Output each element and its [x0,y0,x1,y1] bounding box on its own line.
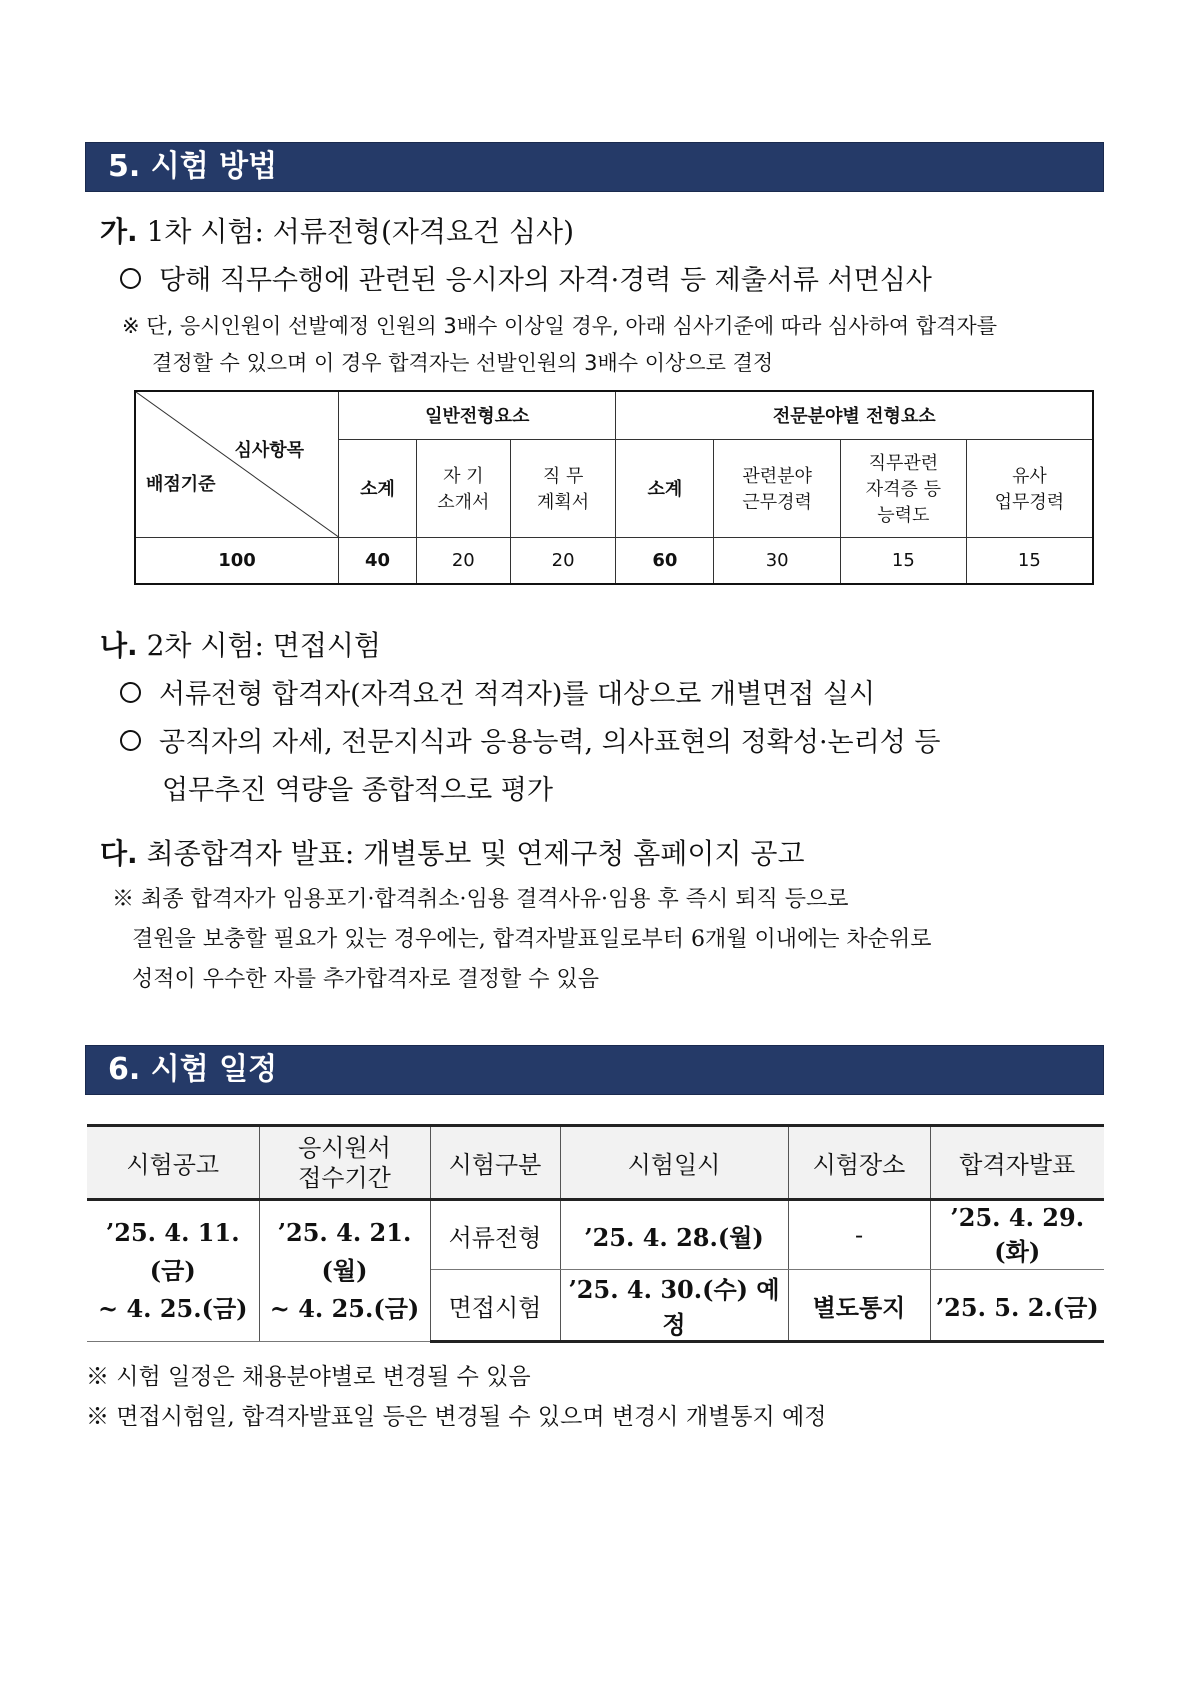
note-c-line1: ※ 최종 합격자가 임용포기·합격취소·임용 결격사유·임용 후 즉시 퇴직 등으로 [112,887,849,912]
value-general-subtotal: 40 [339,537,417,584]
schedule-note-1: ※ 시험 일정은 채용분야별로 변경될 수 있음 [86,1364,531,1390]
heading-a-marker: 가. [100,215,138,248]
cell-result-interview: ’25. 5. 2.(금) [930,1270,1104,1342]
value-related-career: 30 [714,537,841,584]
heading-b-text: 2차 시험: 면접시험 [146,629,381,662]
bullet-a1 [120,258,932,297]
heading-b-marker: 나. [100,629,138,662]
note-a-line2: 결정할 수 있으며 이 경우 합격자는 선발인원의 3배수 이상으로 결정 [152,351,774,375]
diag-top-label: 심사항목 [234,440,305,461]
cell-result-document: ’25. 4. 29.(화) [930,1200,1104,1270]
diagonal-line-icon [136,392,340,538]
heading-c [100,832,805,872]
heading-b [100,624,381,664]
bullet-b1 [120,672,875,711]
value-similar-career: 15 [966,537,1093,584]
cell-type-document: 서류전형 [430,1200,560,1270]
section-5-header: 5. 시험 방법 [85,142,1104,192]
heading-c-marker: 다. [100,837,138,870]
cell-notice-period: ’25. 4. 11.(금) ~ 4. 25.(금) [87,1200,259,1342]
cell-place-interview: 별도통지 [788,1270,930,1342]
circle-bullet-icon [120,682,141,703]
bullet-b1-text: 서류전형 합격자(자격요건 적격자)를 대상으로 개별면접 실시 [159,679,876,710]
value-certificate: 15 [841,537,967,584]
value-total: 100 [135,537,339,584]
col-subtotal-general: 소계 [339,439,417,537]
col-self-intro: 자 기 소개서 [416,439,510,537]
evaluation-table [134,390,1094,585]
group-general-header: 일반전형요소 [339,391,616,439]
header-exam-type: 시험구분 [430,1126,560,1200]
col-certificate: 직무관련 자격증 등 능력도 [841,439,967,537]
schedule-table [87,1124,1104,1343]
circle-bullet-icon [120,730,141,751]
header-apply-period: 응시원서 접수기간 [259,1126,430,1200]
header-notice: 시험공고 [87,1126,259,1200]
note-c-line2: 결원을 보충할 필요가 있는 경우에는, 합격자발표일로부터 6개월 이내에는 차순위로 [132,927,932,952]
bullet-a1-text: 당해 직무수행에 관련된 응시자의 자격·경력 등 제출서류 서면심사 [159,265,932,296]
cell-datetime-document: ’25. 4. 28.(월) [560,1200,788,1270]
value-self-intro: 20 [416,537,510,584]
heading-a-text: 1차 시험: 서류전형(자격요건 심사) [146,215,575,248]
value-job-plan: 20 [510,537,616,584]
col-related-career: 관련분야 근무경력 [714,439,841,537]
cell-apply-period: ’25. 4. 21.(월) ~ 4. 25.(금) [259,1200,430,1342]
note-c-line3: 성적이 우수한 자를 추가합격자로 결정할 수 있음 [132,967,600,992]
col-subtotal-special: 소계 [616,439,714,537]
bullet-b2-line2: 업무추진 역량을 종합적으로 평가 [162,775,553,806]
cell-datetime-interview: ’25. 4. 30.(수) 예정 [560,1270,788,1342]
header-exam-place: 시험장소 [788,1126,930,1200]
cell-place-document: - [788,1200,930,1270]
bullet-b2-text-line1: 공직자의 자세, 전문지식과 응용능력, 의사표현의 정확성·논리성 등 [159,727,941,758]
note-a-line1: ※ 단, 응시인원이 선발예정 인원의 3배수 이상일 경우, 아래 심사기준에 따라 심사하여 합격자를 [122,314,997,338]
header-exam-datetime: 시험일시 [560,1126,788,1200]
circle-bullet-icon [120,268,141,289]
section-6-header: 6. 시험 일정 [85,1045,1104,1095]
value-special-subtotal: 60 [616,537,714,584]
group-special-header: 전문분야별 전형요소 [616,391,1093,439]
cell-type-interview: 면접시험 [430,1270,560,1342]
col-job-plan: 직 무 계획서 [510,439,616,537]
heading-c-text: 최종합격자 발표: 개별통보 및 연제구청 홈페이지 공고 [146,837,805,870]
heading-a [100,210,574,250]
diagonal-header-cell [135,391,339,537]
diag-bottom-label: 배점기준 [146,474,216,495]
header-result: 합격자발표 [930,1126,1104,1200]
schedule-note-2: ※ 면접시험일, 합격자발표일 등은 변경될 수 있으며 변경시 개별통지 예정 [86,1404,827,1430]
bullet-b2 [120,720,940,759]
col-similar-career: 유사 업무경력 [966,439,1093,537]
